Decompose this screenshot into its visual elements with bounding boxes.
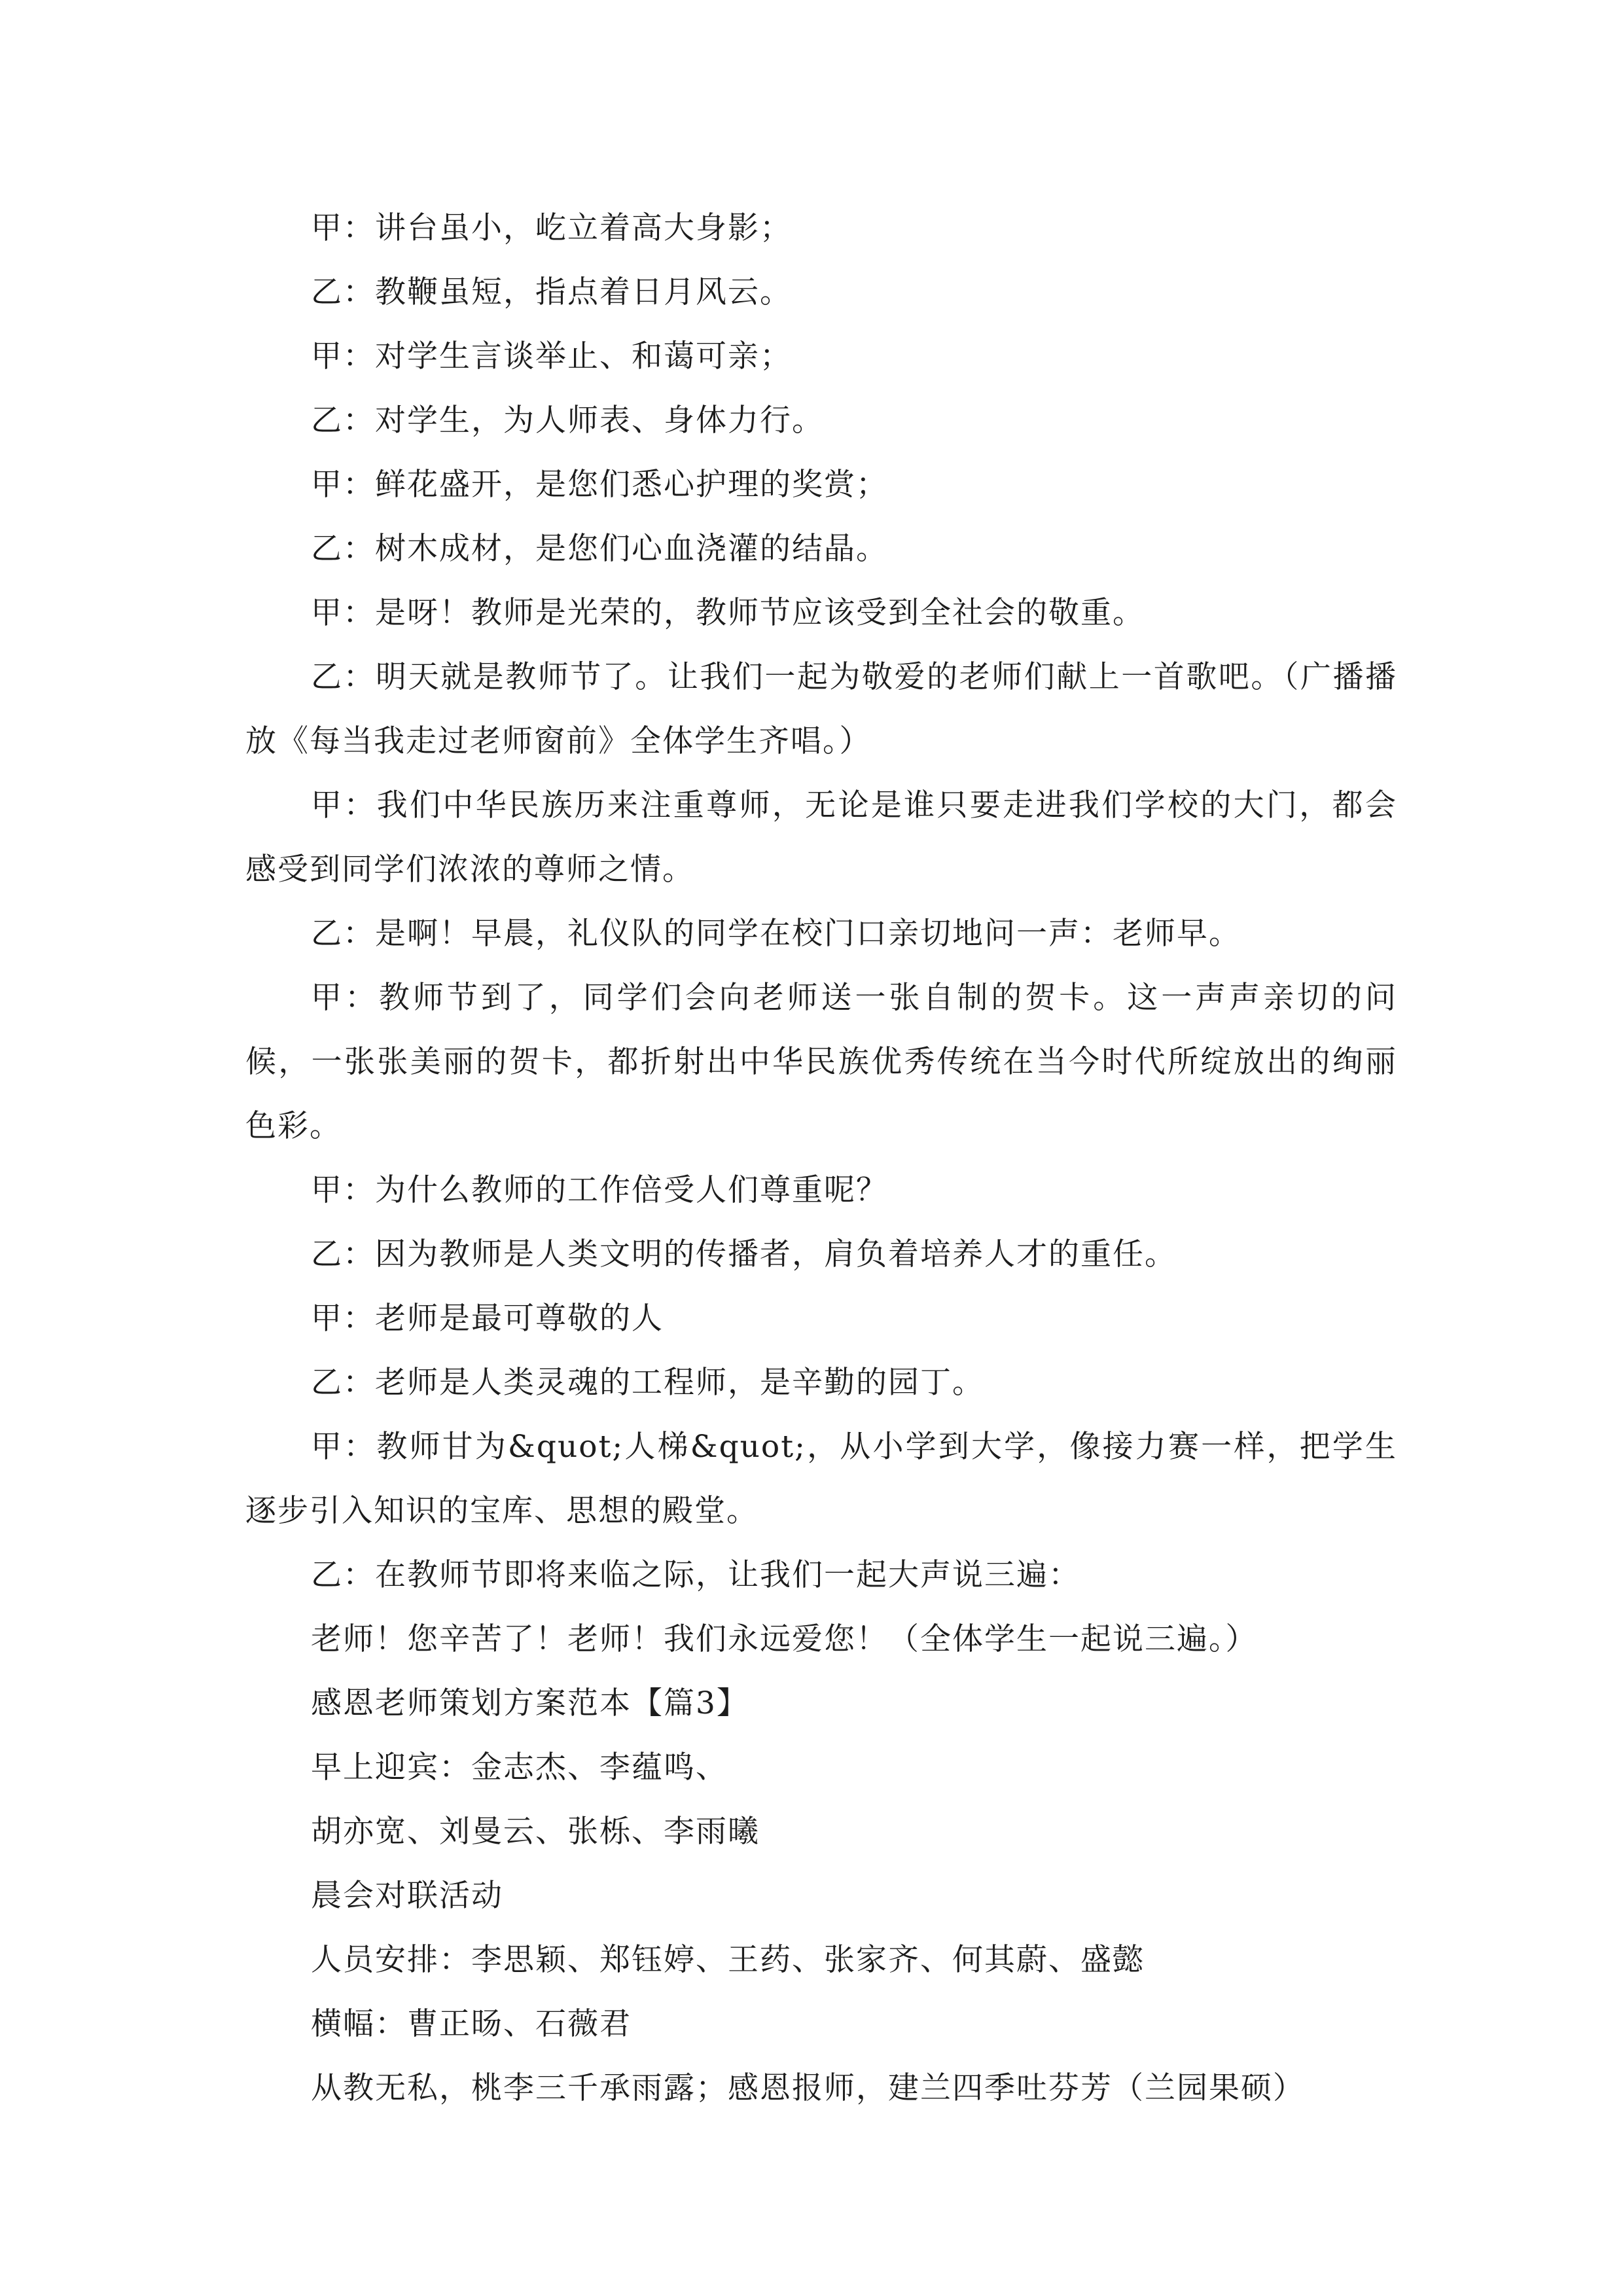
paragraph: 乙：树木成材，是您们心血浇灌的结晶。 — [311, 531, 888, 567]
paragraph: 乙：教鞭虽短，指点着日月风云。 — [311, 274, 792, 310]
paragraph: 甲：为什么教师的工作倍受人们尊重呢？ — [311, 1172, 888, 1208]
paragraph: 乙：老师是人类灵魂的工程师，是辛勤的园丁。 — [311, 1365, 984, 1401]
paragraph: 乙：明天就是教师节了。让我们一起为敬爱的老师们献上一首歌吧。（广播播放《每当我走过老师窗前》全体学生齐唱。） — [245, 659, 1397, 759]
paragraph: 横幅：曹正旸、石薇君 — [311, 2006, 632, 2042]
paragraph: 甲：讲台虽小，屹立着高大身影； — [311, 210, 792, 246]
paragraph: 乙：是啊！早晨，礼仪队的同学在校门口亲切地问一声：老师早。 — [311, 916, 1241, 952]
paragraph: 晨会对联活动 — [311, 1878, 503, 1914]
paragraph: 早上迎宾：金志杰、李蕴鸣、 — [311, 1749, 728, 1785]
paragraph: 老师！您辛苦了！老师！我们永远爱您！（全体学生一起说三遍。） — [311, 1621, 1258, 1657]
paragraph: 甲：老师是最可尊敬的人 — [311, 1300, 664, 1336]
paragraph: 乙：因为教师是人类文明的传播者，肩负着培养人才的重任。 — [311, 1236, 1177, 1272]
paragraph: 乙：在教师节即将来临之际，让我们一起大声说三遍： — [311, 1557, 1080, 1593]
document-body — [245, 196, 1397, 2121]
paragraph: 胡亦宽、刘曼云、张栎、李雨曦 — [311, 1814, 760, 1850]
paragraph: 甲：教师节到了，同学们会向老师送一张自制的贺卡。这一声声亲切的问候，一张张美丽的贺卡，都折射出中华民族优秀传统在当今时代所绽放出的绚丽色彩。 — [245, 980, 1397, 1144]
section-heading: 感恩老师策划方案范本【篇3】 — [311, 1685, 749, 1721]
paragraph: 甲：对学生言谈举止、和蔼可亲； — [311, 338, 792, 374]
paragraph: 甲：我们中华民族历来注重尊师，无论是谁只要走进我们学校的大门，都会感受到同学们浓浓的尊师之情。 — [245, 787, 1397, 888]
paragraph: 乙：对学生，为人师表、身体力行。 — [311, 403, 824, 439]
paragraph: 从教无私，桃李三千承雨露；感恩报师，建兰四季吐芬芳（兰园果硕） — [311, 2070, 1305, 2106]
paragraph: 人员安排：李思颖、郑钰婷、王药、张家齐、何其蔚、盛懿 — [311, 1942, 1145, 1978]
paragraph: 甲：是呀！教师是光荣的，教师节应该受到全社会的敬重。 — [311, 595, 1145, 631]
paragraph: 甲：鲜花盛开，是您们悉心护理的奖赏； — [311, 467, 888, 503]
paragraph: 甲：教师甘为&quot;人梯&quot;，从小学到大学，像接力赛一样，把学生逐步引入知识的宝库、思想的殿堂。 — [245, 1429, 1397, 1529]
